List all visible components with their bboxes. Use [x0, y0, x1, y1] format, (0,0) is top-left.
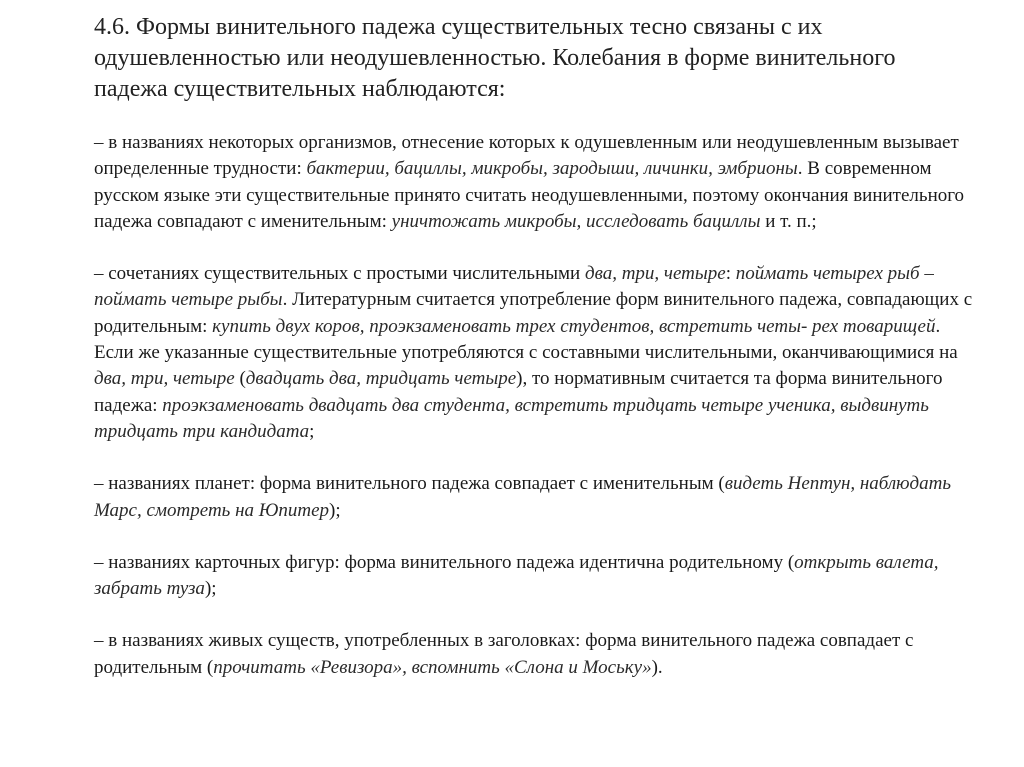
- section-heading: 4.6. Формы винительного падежа существительных тесно связаны с их одушевленностью или неодушевленностью. Колебания в форме винительного падежа существительных наблюдаются:: [94, 14, 896, 102]
- body-text: ;: [309, 420, 315, 442]
- example-text: поймать четырех рыб – поймать четыре рыбы: [94, 263, 934, 311]
- body-text: – названиях карточных фигур: форма винительного падежа идентична родительному (: [94, 551, 795, 573]
- example-text: два, три, четыре: [94, 368, 235, 390]
- body-text: ), то нормативным считается та форма винительного падежа:: [94, 368, 943, 416]
- body-text: ).: [651, 656, 663, 678]
- list-item: [94, 261, 974, 445]
- body-text: – названиях планет: форма винительного падежа совпадает с именительным (: [94, 473, 725, 495]
- example-text: проэкзаменовать двадцать два студента, встретить тридцать четыре ученика, выдвинуть тридцать три кандидата: [94, 394, 929, 442]
- paragraph-gap: [94, 602, 974, 628]
- body-text: . В современном русском языке эти существительные принято считать неодушевленными, поэтому окончания винительного падежа совпадают с именительным:: [94, 158, 965, 232]
- list-item: [94, 130, 974, 235]
- body-text: – в названиях некоторых организмов, отнесение которых к одушевленным или неодушевленным вызывает определенные трудности:: [94, 132, 959, 180]
- example-text: открыть валета, забрать туза: [94, 551, 939, 600]
- document-page: [94, 12, 974, 681]
- example-text: двадцать два, тридцать четыре: [245, 368, 517, 390]
- example-text: прочитать «Ревизора», вспомнить «Слона и Моську»: [213, 656, 652, 678]
- body-text: . Если же указанные существительные употребляются с составными числительными, оканчивающимися на: [94, 315, 958, 364]
- paragraph-gap: [94, 235, 974, 261]
- example-text: бактерии, бациллы, микробы, зародыши, личинки, эмбрионы: [306, 158, 798, 180]
- body-text: );: [204, 578, 217, 600]
- body-text: – в названиях живых существ, употребленных в заголовках: форма винительного падежа совпадает с родительным (: [94, 630, 914, 678]
- list-item: [94, 471, 974, 524]
- body-text: );: [329, 499, 341, 521]
- list-item: [94, 550, 974, 603]
- paragraph-gap: [94, 105, 974, 130]
- example-text: два, три, четыре: [584, 263, 726, 285]
- example-text: уничтожать микробы, исследовать бациллы: [391, 210, 761, 232]
- body-text: и т. п.;: [760, 210, 817, 232]
- example-text: видеть Нептун, наблюдать Марс, смотреть на Юпитер: [94, 473, 952, 521]
- body-text: . Литературным считается употребление форм винительного падежа, совпадающих с родительным:: [94, 289, 973, 337]
- example-text: купить двух коров, проэкзаменовать трех студентов, встретить четы- рех товарищей: [212, 315, 936, 337]
- body-text: :: [725, 263, 736, 285]
- items-list: [94, 105, 974, 681]
- paragraph-gap: [94, 524, 974, 550]
- body-text: (: [234, 368, 246, 390]
- list-item: [94, 628, 974, 681]
- paragraph-gap: [94, 445, 974, 471]
- body-text: – сочетаниях существительных с простыми числительными: [94, 263, 585, 285]
